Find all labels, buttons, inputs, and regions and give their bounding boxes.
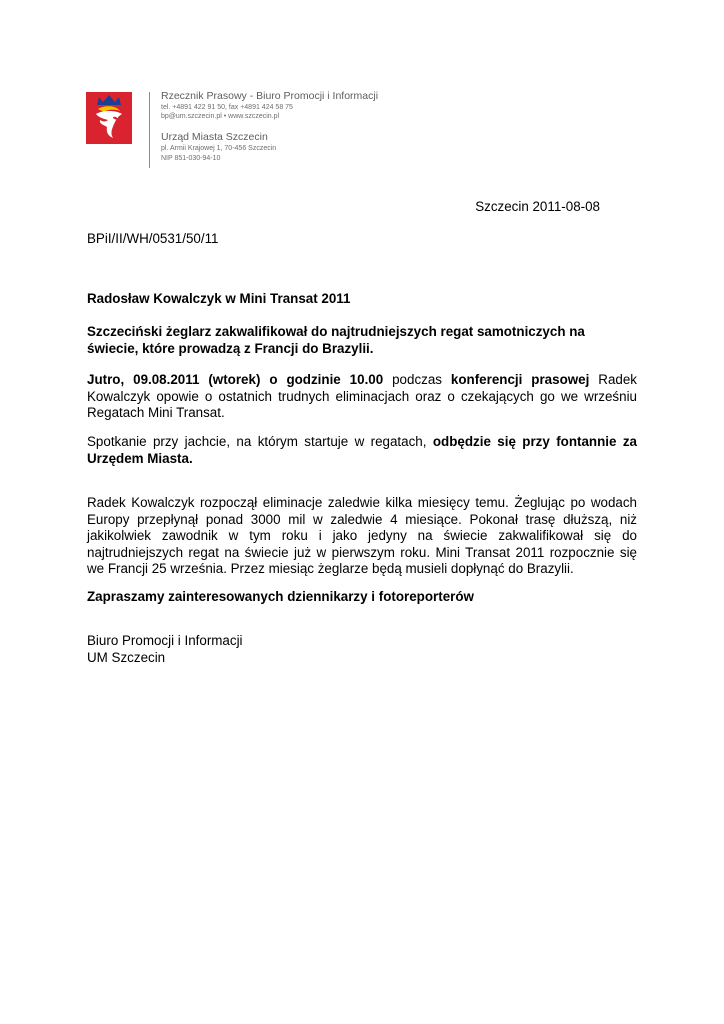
- meeting-location: odbędzie się przy fontannie za Urzędem Miasta.: [87, 434, 637, 466]
- city-hall-name: Urząd Miasta Szczecin: [161, 131, 268, 144]
- paragraph-meeting: [87, 434, 637, 467]
- header-divider: [149, 92, 150, 168]
- city-logo: [86, 92, 132, 144]
- office-title: Rzecznik Prasowy - Biuro Promocji i Informacji: [161, 90, 379, 102]
- paragraph-announcement: [87, 372, 637, 422]
- phone-fax: tel. +4891 422 91 50, fax +4891 424 58 75: [161, 104, 293, 111]
- header-contact-block: [161, 90, 421, 163]
- email-web: bp@um.szczecin.pl • www.szczecin.pl: [161, 113, 280, 121]
- address: pl. Armii Krajowej 1, 70-456 Szczecin: [161, 145, 277, 153]
- letter-date: Szczecin 2011-08-08: [475, 199, 600, 214]
- headline: [87, 291, 637, 308]
- subheadline: [87, 324, 637, 357]
- signature-line-1: Biuro Promocji i Informacji: [87, 633, 243, 648]
- meeting-text: Spotkanie przy jachcie, na którym startuje w regatach,: [87, 434, 433, 449]
- invitation: [87, 589, 637, 606]
- signature-line-2: UM Szczecin: [87, 649, 166, 665]
- announcement-text-2: Radek Kowalczyk opowie o ostatnich trudnych eliminacjach oraz o czekających go we wrześniu Regatach Mini Transat.: [87, 372, 637, 421]
- announcement-event: konferencji prasowej: [450, 372, 590, 387]
- reference-number: BPiI/II/WH/0531/50/11: [87, 231, 219, 246]
- subheadline-text: Szczeciński żeglarz zakwalifikował do najtrudniejszych regat samotniczych na świecie, które prowadzą z Francji do Brazylii.: [87, 324, 585, 356]
- announcement-datetime: Jutro, 09.08.2011 (wtorek) o godzinie 10.00: [87, 372, 384, 387]
- headline-text: Radosław Kowalczyk w Mini Transat 2011: [87, 291, 351, 306]
- invitation-text: Zapraszamy zainteresowanych dziennikarzy i fotoreporterów: [87, 589, 474, 604]
- signature-block: [87, 633, 637, 666]
- nip-number: NIP 851-030-94-10: [161, 154, 221, 162]
- paragraph-background: Radek Kowalczyk rozpoczął eliminacje zaledwie kilka miesięcy temu. Żeglując po wodach Europy przepłynął ponad 3000 mil w zaledwie 4 miesiące. Pokonał trasę dłuższą, niż jakikolwiek zawodnik w tym roku i jako jedyny na świecie zakwalifikował się do najtrudniejszych regat na świecie już w pierwszym roku. Mini Transat 2011 rozpocznie się we Francji 25 września. Przez miesiąc żeglarze będą musieli dopłynąć do Brazylii.: [87, 495, 637, 577]
- announcement-text-1: podczas: [383, 372, 451, 387]
